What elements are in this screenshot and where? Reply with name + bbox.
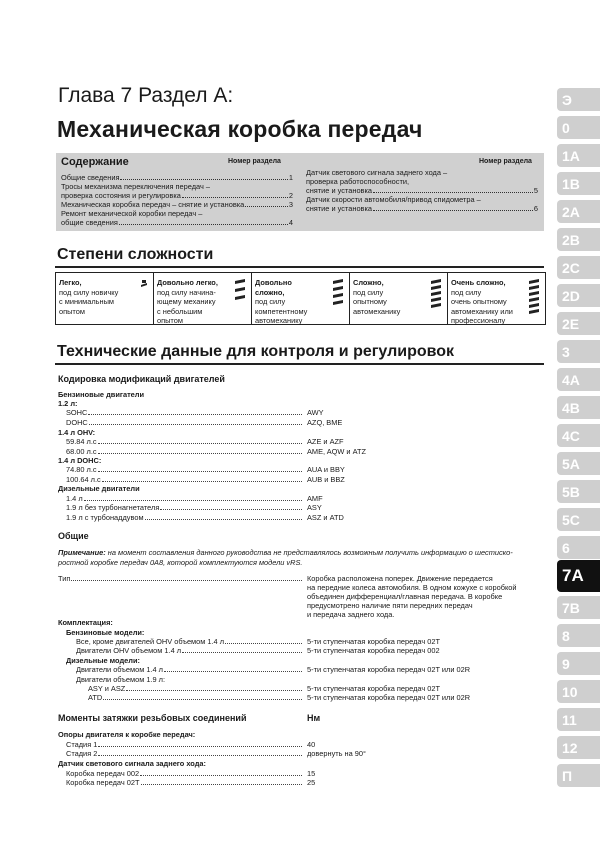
tab-1b[interactable]: 1B	[557, 172, 600, 195]
l14dohc-label: 1.4 л DOHC:	[58, 456, 102, 465]
ohv59-row: 59.84 л.с	[66, 437, 304, 446]
d19t-value: ASZ и ATD	[307, 513, 344, 522]
type-value-2: на передние колеса автомобиля. В одном кожухе с коробкой	[307, 583, 517, 592]
contents-item[interactable]: Общие сведения 1	[61, 173, 293, 182]
type-value-4: предусмотрено наличие пяти передних передач	[307, 601, 473, 610]
difficulty-table	[55, 272, 546, 325]
tab-1a[interactable]: 1A	[557, 144, 600, 167]
wrench-icon	[429, 278, 443, 318]
l14ohv-label: 1.4 л OHV:	[58, 428, 96, 437]
page-title: Механическая коробка передач	[57, 116, 423, 142]
stage1-value: 40	[307, 740, 316, 749]
sensor-label: Датчик светового сигнала заднего хода:	[58, 759, 206, 768]
chapter-label: Глава 7 Раздел А:	[58, 84, 234, 107]
tab-4a[interactable]: 4A	[557, 368, 600, 391]
dohc74-value: AUA и BBY	[307, 465, 345, 474]
contents-heading: Содержание	[61, 156, 129, 168]
tab-7b[interactable]: 7B	[557, 596, 600, 619]
ohv14-value: 5-ти ступенчатая коробка передач 002	[307, 646, 440, 655]
eng19-label: Двигатели объемом 1.9 л:	[76, 675, 166, 684]
tab-4b[interactable]: 4B	[557, 396, 600, 419]
d19-value: ASY	[307, 503, 322, 512]
general-note: Примечание: на момент составления данного руководства не представлялось возможным получить информацию о шестиско-	[58, 548, 513, 557]
all-except-value: 5-ти ступенчатая коробка передач 02T	[307, 637, 440, 646]
contents-item[interactable]: общие сведения 4	[61, 218, 293, 227]
asy-value: 5-ти ступенчатая коробка передач 02T	[307, 684, 440, 693]
difficulty-rule	[55, 266, 544, 268]
atd-row: ATD	[88, 693, 304, 702]
tab-э[interactable]: Э	[557, 88, 600, 111]
contents-section-col-2: Номер раздела	[479, 158, 532, 165]
tab-5c[interactable]: 5C	[557, 508, 600, 531]
tab-5a[interactable]: 5A	[557, 452, 600, 475]
tab-2c[interactable]: 2C	[557, 256, 600, 279]
sohc-row: SOHC	[66, 408, 304, 417]
tab-0[interactable]: 0	[557, 116, 600, 139]
d19-row: 1.9 л без турбонагнетателя	[66, 503, 304, 512]
kit-label: Комплектация:	[58, 618, 113, 627]
wrench-icon	[331, 278, 345, 318]
l12-label: 1.2 л:	[58, 399, 78, 408]
contents-section-col: Номер раздела	[228, 158, 281, 165]
dohc100-value: AUB и BBZ	[307, 475, 345, 484]
difficulty-level-2: Довольно легко, под силу начина- ющему механику с небольшим опытом	[154, 273, 252, 324]
tab-12[interactable]: 12	[557, 736, 600, 759]
contents-left-list	[61, 173, 293, 227]
d19t-row: 1.9 л с турбонаддувом	[66, 513, 304, 522]
dohc-row: DOHC	[66, 418, 304, 427]
stage1-row: Стадия 1	[66, 740, 304, 749]
dohc100-row: 100.64 л.с	[66, 475, 304, 484]
contents-item[interactable]: снятие и установка 6	[306, 204, 538, 213]
contents-box	[56, 153, 544, 231]
tech-rule	[55, 363, 544, 365]
tab-2d[interactable]: 2D	[557, 284, 600, 307]
torque-unit: Нм	[307, 713, 321, 723]
gb002-row: Коробка передач 002	[66, 769, 304, 778]
difficulty-level-5: Очень сложно, под силу очень опытному автомеханику или профессионалу	[448, 273, 545, 324]
engine-codes-heading: Кодировка модификаций двигателей	[58, 374, 225, 384]
tab-3[interactable]: 3	[557, 340, 600, 363]
diesel-engines-label: Дизельные двигатели	[58, 484, 140, 493]
tech-heading: Технические данные для контроля и регулировок	[57, 343, 455, 360]
gb02t-value: 25	[307, 778, 316, 787]
tab-п[interactable]: П	[557, 764, 600, 787]
type-row: Тип	[58, 574, 304, 583]
type-value-5: и передача заднего хода.	[307, 610, 395, 619]
gb02t-row: Коробка передач 02T	[66, 778, 304, 787]
tab-10[interactable]: 10	[557, 680, 600, 703]
tab-8[interactable]: 8	[557, 624, 600, 647]
diesel-models-label: Дизельные модели:	[66, 656, 140, 665]
petrol-models-label: Бензиновые модели:	[66, 628, 145, 637]
ohv59-value: AZE и AZF	[307, 437, 344, 446]
ohv68-row: 68.00 л.с	[66, 447, 304, 456]
contents-item[interactable]: Датчик светового сигнала заднего хода –	[306, 168, 448, 177]
difficulty-level-1: Легко, под силу новичку с минимальным опытом	[56, 273, 154, 324]
d14-row: 1.4 л	[66, 494, 304, 503]
eng14-row: Двигатели объемом 1.4 л	[76, 665, 304, 674]
asy-row: ASY и ASZ	[88, 684, 304, 693]
contents-item[interactable]: Датчик скорости автомобиля/привод спидометра –	[306, 195, 481, 204]
stage2-value: довернуть на 90°	[307, 749, 366, 758]
ohv68-value: AME, AQW и ATZ	[307, 447, 367, 456]
contents-item[interactable]: Механическая коробка передач – снятие и установка 3	[61, 200, 293, 209]
stage2-row: Стадия 2	[66, 749, 304, 758]
dohc74-row: 74.80 л.с	[66, 465, 304, 474]
tab-9[interactable]: 9	[557, 652, 600, 675]
difficulty-level-4: Сложно, под силу опытному автомеханику	[350, 273, 448, 324]
contents-item[interactable]: Ремонт механической коробки передач –	[61, 209, 203, 218]
tab-2e[interactable]: 2E	[557, 312, 600, 335]
general-heading: Общие	[58, 531, 89, 541]
type-value-1: Коробка расположена поперек. Движение передается	[307, 574, 493, 583]
d14-value: AMF	[307, 494, 323, 503]
mounts-label: Опоры двигателя к коробке передач:	[58, 730, 196, 739]
atd-value: 5-ти ступенчатая коробка передач 02T или 02R	[307, 693, 471, 702]
tab-7a[interactable]: 7A	[557, 560, 600, 592]
tab-2a[interactable]: 2A	[557, 200, 600, 223]
torque-heading: Моменты затяжки резьбовых соединений	[58, 713, 247, 723]
dohc-value: AZQ, BME	[307, 418, 343, 427]
contents-item[interactable]: проверка состояния и регулировка 2	[61, 191, 293, 200]
sohc-value: AWY	[307, 408, 324, 417]
wrench-icon	[527, 278, 541, 320]
contents-right-list	[306, 168, 538, 213]
tab-4c[interactable]: 4C	[557, 424, 600, 447]
wrench-icon	[233, 278, 247, 318]
eng14-value: 5-ти ступенчатая коробка передач 02T или 02R	[307, 665, 471, 674]
contents-item[interactable]: Тросы механизма переключения передач –	[61, 182, 210, 191]
petrol-engines-label: Бензиновые двигатели	[58, 390, 145, 399]
type-value-3: объединен дифференциал/главная передача. В коробке	[307, 592, 503, 601]
tab-11[interactable]: 11	[557, 708, 600, 731]
tab-5b[interactable]: 5B	[557, 480, 600, 503]
difficulty-heading: Степени сложности	[57, 246, 214, 263]
contents-item[interactable]: снятие и установка 5	[306, 186, 538, 195]
difficulty-level-3: Довольно сложно, под силу компетентному автомеханику	[252, 273, 350, 324]
general-note-2: ростной коробке передач 0А8, которой комплектуются модели vRS.	[58, 558, 303, 567]
tab-6[interactable]: 6	[557, 536, 600, 559]
tab-2b[interactable]: 2B	[557, 228, 600, 251]
gb002-value: 15	[307, 769, 316, 778]
all-except-row: Все, кроме двигателей OHV объемом 1.4 л	[76, 637, 304, 646]
wrench-icon	[139, 278, 149, 312]
contents-item[interactable]: проверка работоспособности,	[306, 177, 410, 186]
ohv14-row: Двигатели OHV объемом 1.4 л	[76, 646, 304, 655]
